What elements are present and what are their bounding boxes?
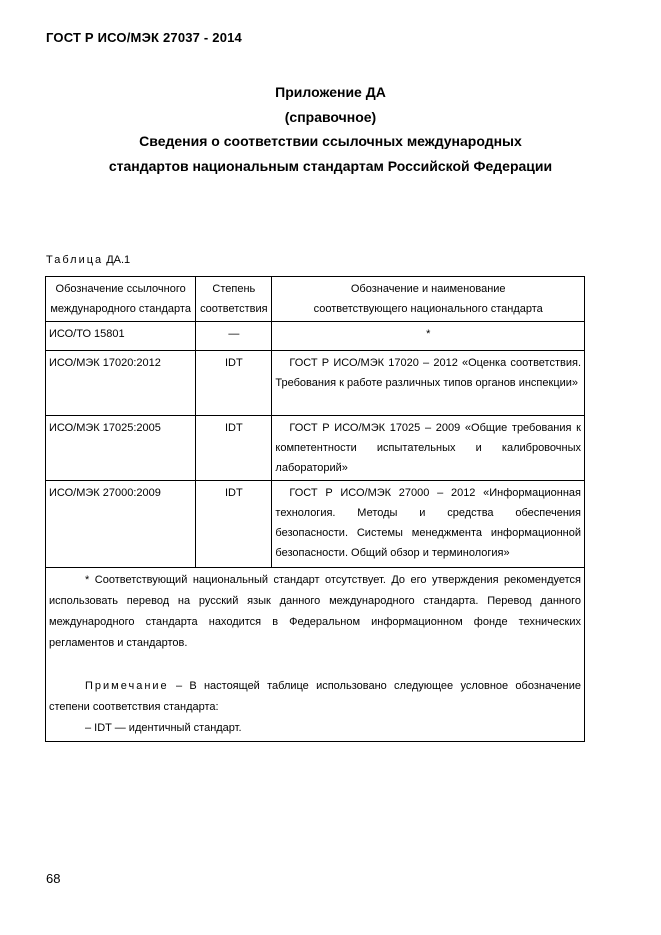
table-caption-word: Таблица xyxy=(46,254,104,266)
note-label: Примечание xyxy=(85,680,169,692)
header-col2-line2: соответствия xyxy=(200,303,268,315)
header-col1-line2: международного стандарта xyxy=(50,303,191,315)
cell-reference: ИСО/МЭК 17025:2005 xyxy=(46,416,196,481)
header-degree xyxy=(196,277,272,322)
appendix-heading-line1: Сведения о соответствии ссылочных международных xyxy=(139,133,522,149)
note-text: – В настоящей таблице использовано следующее условное обозначение степени соответствия стандарта: xyxy=(49,680,581,713)
cell-reference: ИСО/МЭК 17020:2012 xyxy=(46,351,196,416)
table-caption-id: ДА.1 xyxy=(106,254,131,266)
cell-degree: IDT xyxy=(196,416,272,481)
legend-text: – IDT — идентичный стандарт. xyxy=(85,722,242,734)
header-col3-line2: соответствующего национального стандарта xyxy=(313,303,543,315)
header-col3-line1: Обозначение и наименование xyxy=(350,283,506,295)
appendix-status: (справочное) xyxy=(284,109,377,125)
cell-reference: ИСО/МЭК 27000:2009 xyxy=(46,481,196,568)
page-number: 68 xyxy=(46,871,61,886)
table-header-row xyxy=(46,277,585,322)
correspondence-table xyxy=(45,276,585,742)
cell-national-text: ГОСТ Р ИСО/МЭК 17025 – 2009 «Общие требования к компетентности испытательных и калибровочных лабораторий» xyxy=(275,422,581,474)
appendix-heading-line2: стандартов национальным стандартам Российской Федерации xyxy=(108,158,553,174)
header-national-standard xyxy=(272,277,585,322)
table-footer-row xyxy=(46,568,585,742)
table-row xyxy=(46,416,585,481)
appendix-title: Приложение ДА xyxy=(275,84,386,100)
cell-degree: IDT xyxy=(196,481,272,568)
document-header: ГОСТ Р ИСО/МЭК 27037 - 2014 xyxy=(46,30,242,45)
cell-reference: ИСО/ТО 15801 xyxy=(46,322,196,351)
cell-national-text: ГОСТ Р ИСО/МЭК 17020 – 2012 «Оценка соответствия. Требования к работе различных типов органов инспекции» xyxy=(275,357,581,389)
header-col1-line1: Обозначение ссылочного xyxy=(55,283,186,295)
footnote-text: * Соответствующий национальный стандарт отсутствует. До его утверждения рекомендуется использовать перевод на русский язык данного международного стандарта. Перевод данного международного стандарта находится в Федеральном информационном фонде технических регламентов и стандартов. xyxy=(49,574,581,649)
header-col2-line1: Степень xyxy=(212,283,256,295)
table-row xyxy=(46,351,585,416)
cell-national-text: ГОСТ Р ИСО/МЭК 27000 – 2012 «Информационная технология. Методы и средства обеспечения безопасности. Системы менеджмента информационной безопасности. Общий обзор и терминология» xyxy=(275,487,581,559)
table-footnote-cell xyxy=(46,568,585,742)
cell-degree: — xyxy=(196,322,272,351)
legend xyxy=(49,718,581,739)
table-row xyxy=(46,481,585,568)
footnote xyxy=(49,570,581,654)
cell-national: * xyxy=(272,322,585,351)
cell-national xyxy=(272,351,585,416)
header-reference-standard xyxy=(46,277,196,322)
cell-national xyxy=(272,481,585,568)
cell-national xyxy=(272,416,585,481)
cell-degree: IDT xyxy=(196,351,272,416)
table-caption xyxy=(46,254,130,266)
table-row xyxy=(46,322,585,351)
note xyxy=(49,676,581,718)
